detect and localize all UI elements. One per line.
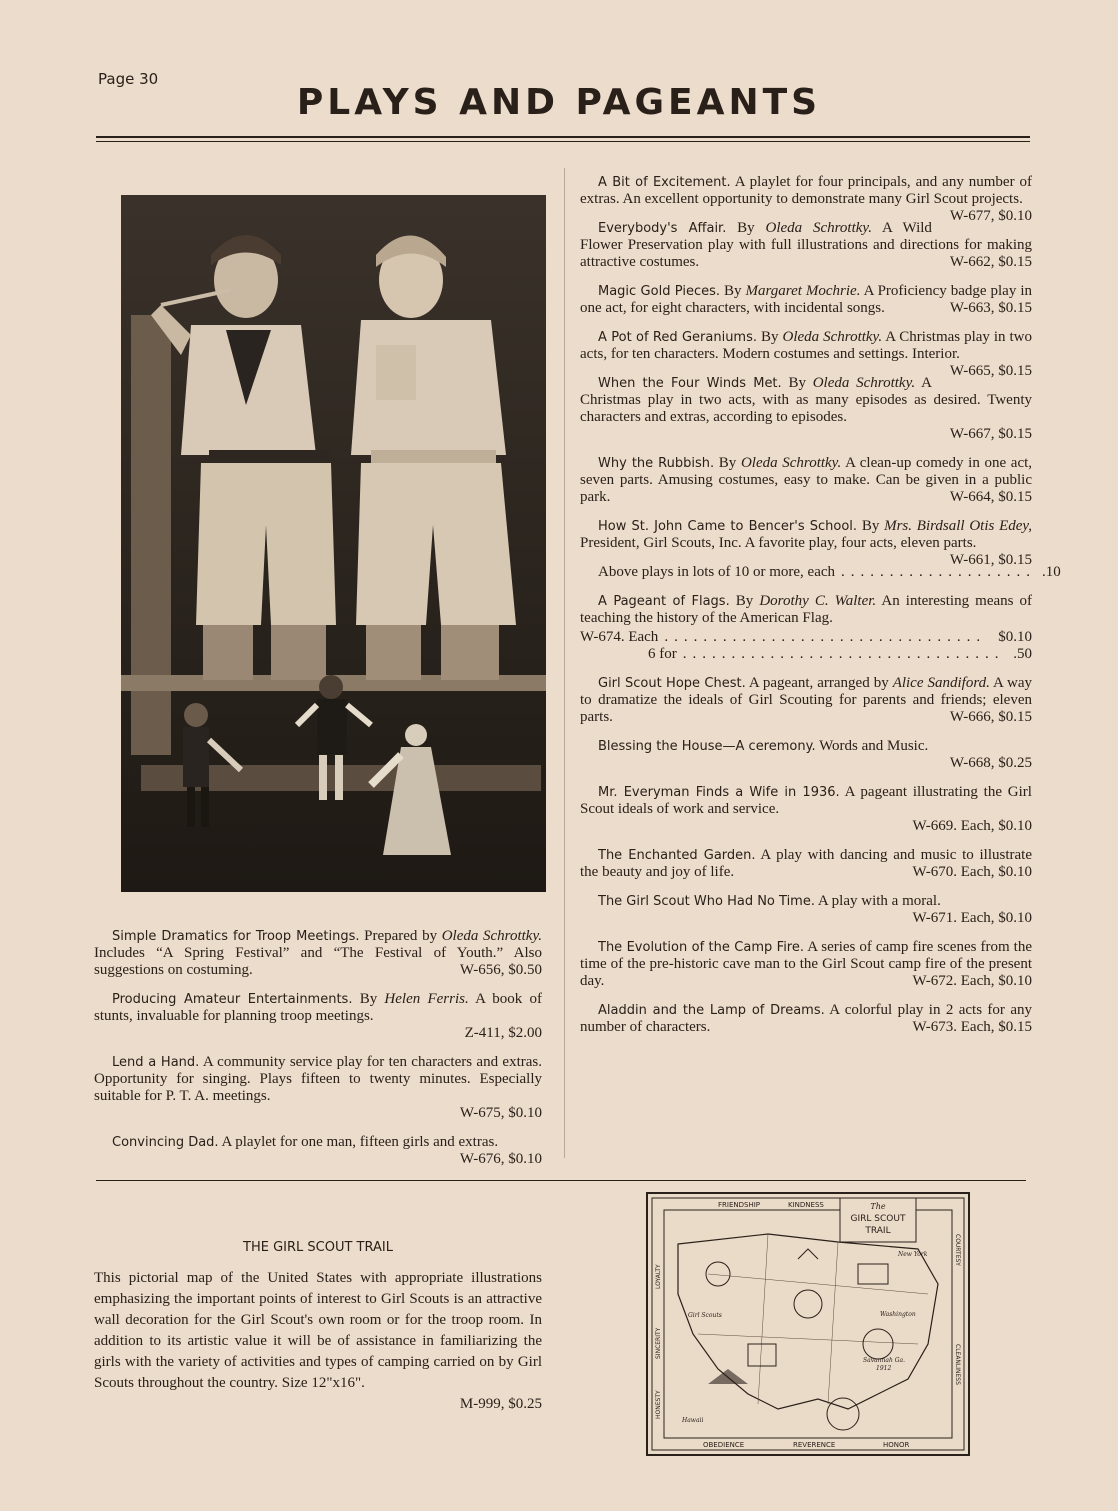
map-label: Hawaii xyxy=(682,1417,704,1424)
map-border-word: OBEDIENCE xyxy=(703,1441,745,1449)
section-rule xyxy=(96,1180,1026,1181)
right-column xyxy=(580,174,1061,1048)
map-label: New York xyxy=(898,1251,928,1258)
title-rule xyxy=(96,136,1030,138)
map-border-word: HONESTY xyxy=(655,1390,662,1419)
bulk-price-row: Above plays in lots of 10 or more, each .................... .10 xyxy=(598,564,1061,580)
map-label: Girl Scouts xyxy=(688,1312,722,1319)
catalog-entry: Why the Rubbish. By Oleda Schrottky. A clean-up comedy in one act, seven parts. Amusing costumes, easy to make. Can be given in a public park. W-664, $0.15 xyxy=(580,455,1033,505)
map-border-word: CLEANLINESS xyxy=(954,1344,961,1385)
catalog-entry: Mr. Everyman Finds a Wife in 1936. A pageant illustrating the Girl Scout ideals of work and service. W-669. Each, $0.10 xyxy=(580,784,1032,834)
oval-photo xyxy=(121,195,546,892)
catalog-entry: A Pot of Red Geraniums. By Oleda Schrottky. A Christmas play in two acts, for ten characters. Modern costumes and settings. Interior. W-665, $0.15 xyxy=(580,329,1033,379)
leader-dots: .................... xyxy=(841,564,1037,580)
map-title: The xyxy=(870,1202,886,1211)
catalog-entry: The Girl Scout Who Had No Time. A play with a moral. W-671. Each, $0.10 xyxy=(598,893,1032,926)
catalog-entry: Producing Amateur Entertainments. By Helen Ferris. A book of stunts, invaluable for planning troop meetings. Z-411, $2.00 xyxy=(94,991,543,1041)
map-title: GIRL SCOUT xyxy=(850,1214,906,1224)
page-title: PLAYS AND PAGEANTS xyxy=(296,82,822,123)
map-label: Savannah Ga. xyxy=(863,1357,906,1364)
map-border-word: HONOR xyxy=(883,1441,910,1449)
catalog-entry: The Enchanted Garden. A play with dancing and music to illustrate the beauty and joy of life. W-670. Each, $0.10 xyxy=(580,847,1032,880)
map-label: 1912 xyxy=(876,1365,892,1372)
map-border-word: REVERENCE xyxy=(793,1441,836,1449)
left-column xyxy=(94,928,542,1168)
us-pictorial-map-illustration xyxy=(648,1194,968,1454)
catalog-entry: The Evolution of the Camp Fire. A series of camp fire scenes from the time of the pre-historic cave man to the Girl Scout camp fire of the present day. W-672. Each, $0.10 xyxy=(580,939,1032,989)
map-border-word: COURTESY xyxy=(954,1234,961,1266)
map-title: TRAIL xyxy=(865,1226,891,1236)
page-label: Page 30 xyxy=(98,70,159,88)
leader-dots: ................................. xyxy=(682,646,1005,662)
catalog-entry: Magic Gold Pieces. By Margaret Mochrie. A Proficiency badge play in one act, for eight characters, with incidental songs. W-663, $0.15 xyxy=(580,283,1032,316)
catalog-entry: Convincing Dad. A playlet for one man, fifteen girls and extras. W-676, $0.10 xyxy=(112,1134,542,1167)
map-border-word: KINDNESS xyxy=(788,1201,824,1209)
catalog-entry: Blessing the House—A ceremony. Words and Music. W-668, $0.25 xyxy=(598,738,1032,771)
catalog-entry: A Bit of Excitement. A playlet for four principals, and any number of extras. An excellent opportunity to demonstrate many Girl Scout projects. W-677, $0.10 xyxy=(580,174,1032,224)
catalog-entry: Lend a Hand. A community service play for ten characters and extras. Opportunity for singing. Plays fifteen to twenty minutes. Especially suitable for P. T. A. meetings. W-675, $0.10 xyxy=(94,1054,542,1121)
catalog-entry: A Pageant of Flags. By Dorothy C. Walter. An interesting means of teaching the history of the American Flag. xyxy=(580,593,1033,626)
catalog-entry: Aladdin and the Lamp of Dreams. A colorful play in 2 acts for any number of characters. W-673. Each, $0.15 xyxy=(580,1002,1032,1035)
map-border-word: SINCERITY xyxy=(655,1327,662,1359)
leader-dots: ................................. xyxy=(664,629,987,645)
catalog-entry: Everybody's Affair. By Oleda Schrottky. A Wild Flower Preservation play with full illustrations and directions for making attractive costumes. W-662, $0.15 xyxy=(580,220,1032,270)
catalog-entry: Simple Dramatics for Troop Meetings. Prepared by Oleda Schrottky. Includes “A Spring Festival” and “The Festival of Youth.” Also suggestions on costuming. W-656, $0.50 xyxy=(94,928,543,978)
catalog-entry: When the Four Winds Met. By Oleda Schrottky. A Christmas play in two acts, with as many episodes as desired. Twenty characters and extras, according to episodes. W-667, $0.15 xyxy=(580,375,1032,442)
map-label: Washington xyxy=(880,1311,916,1318)
price-row: W-674. Each ................................. $0.10 xyxy=(580,629,1032,645)
girl-scout-trail-map xyxy=(646,1192,970,1456)
trail-description: This pictorial map of the United States with appropriate illustrations emphasizing the important points of interest to Girl Scouts is an attractive wall decoration for the Girl Scout's own room or for the troop room. In addition to its artistic value it will be of assistance in familiarizing the girls with the variety of activities and types of camping carried on by Girl Scouts throughout the country. Size 12"x16". M-999, $0.25 xyxy=(94,1270,542,1412)
trail-heading: THE GIRL SCOUT TRAIL xyxy=(243,1240,393,1255)
map-border-word: LOYALTY xyxy=(655,1264,662,1289)
title-rule-thin xyxy=(96,141,1030,142)
girls-with-puppets-illustration xyxy=(121,195,546,892)
price-row: 6 for ................................. .50 xyxy=(648,646,1032,662)
catalog-entry: How St. John Came to Bencer's School. By Mrs. Birdsall Otis Edey, President, Girl Scouts, Inc. A favorite play, four acts, eleven parts. W-661, $0.15 xyxy=(580,518,1032,568)
column-divider xyxy=(564,168,565,1158)
map-border-word: FRIENDSHIP xyxy=(718,1201,760,1209)
catalog-entry: Girl Scout Hope Chest. A pageant, arranged by Alice Sandiford. A way to dramatize the ideals of Girl Scouting for parents and friends; eleven parts. W-666, $0.15 xyxy=(580,675,1032,725)
